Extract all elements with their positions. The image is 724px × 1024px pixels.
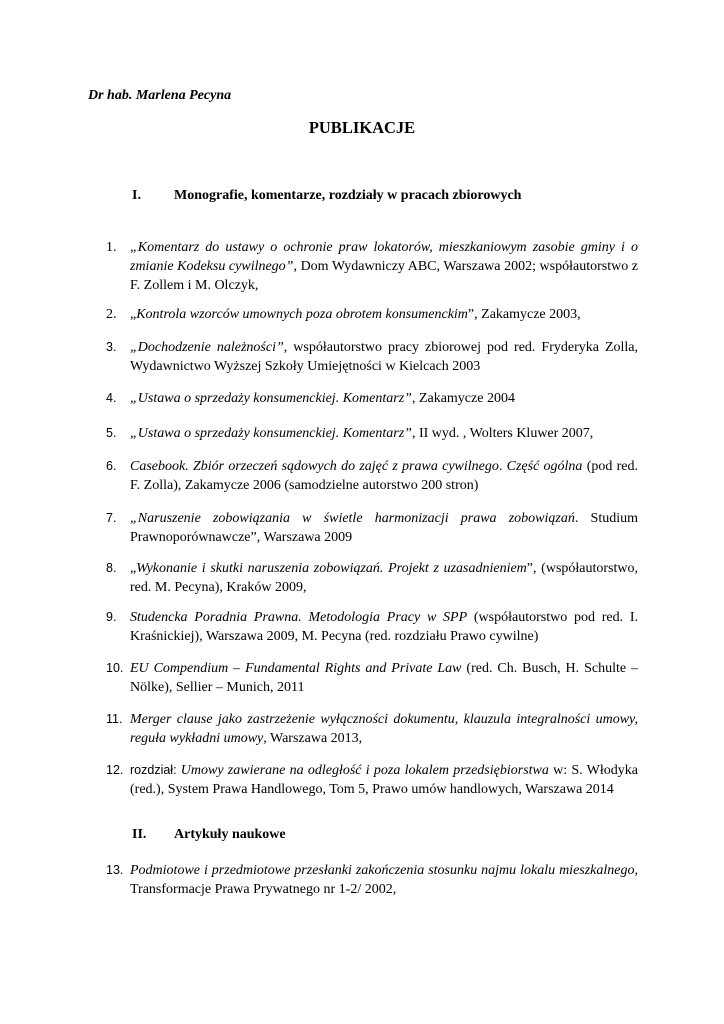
list-item: 2. „Kontrola wzorców umownych poza obrotem konsumenckim”, Zakamycze 2003, xyxy=(106,307,581,322)
section-number: II. xyxy=(132,827,147,842)
item-number: 8. xyxy=(106,561,117,575)
item-number: 7. xyxy=(106,511,117,525)
list-item: 5. „Ustawa o sprzedaży konsumenckiej. Komentarz”, II wyd. , Wolters Kluwer 2007, xyxy=(106,426,594,441)
item-number: 12. xyxy=(106,763,124,777)
page-title: PUBLIKACJE xyxy=(308,118,416,137)
list-item: 4. „Ustawa o sprzedaży konsumenckiej. Komentarz”, Zakamycze 2004 xyxy=(106,391,515,406)
list-item: 11. Merger clause jako zastrzeżenie wyłączności dokumentu, klauzula integralności umowy, reguła wykładni umowy, Warszawa 2013, xyxy=(106,712,638,746)
section-number: I. xyxy=(132,188,141,203)
section-label: Artykuły naukowe xyxy=(174,827,286,842)
list-item: 12. rozdział: Umowy zawierane na odległość i poza lokalem przedsiębiorstwa w: S. Włodyka (red.), System Prawa Handlowego, Tom 5, Prawo umów handlowych, Warszawa 2014 xyxy=(106,763,638,797)
item-number: 5. xyxy=(106,426,117,440)
list-item: 13. Podmiotowe i przedmiotowe przesłanki zakończenia stosunku najmu lokalu mieszkalnego, Transformacje Prawa Prywatnego nr 1-2/ 2002, xyxy=(106,863,638,897)
item-number: 9. xyxy=(106,610,117,624)
list-item: 6. Casebook. Zbiór orzeczeń sądowych do zajęć z prawa cywilnego. Część ogólna (pod red. F. Zolla), Zakamycze 2006 (samodzielne autorstwo 200 stron) xyxy=(106,459,638,493)
item-number: 6. xyxy=(106,459,117,473)
list-item: 7. „Naruszenie zobowiązania w świetle harmonizacji prawa zobowiązań. Studium Prawnoporównawcze”, Warszawa 2009 xyxy=(106,511,638,545)
list-item: 8. „Wykonanie i skutki naruszenia zobowiązań. Projekt z uzasadnieniem”, (współautorstwo, red. M. Pecyna), Kraków 2009, xyxy=(106,561,639,595)
list-item: 1. „Komentarz do ustawy o ochronie praw lokatorów, mieszkaniowym zasobie gminy i o zmianie Kodeksu cywilnego”, Dom Wydawniczy ABC, Warszawa 2002; współautorstwo z F. Zollem i M. Olczyk, xyxy=(106,240,639,293)
section-heading-1 xyxy=(132,188,521,204)
section-label: Monografie, komentarze, rozdziały w pracach zbiorowych xyxy=(174,188,522,203)
item-number: 10. xyxy=(106,661,124,675)
item-number: 13. xyxy=(106,863,124,877)
author-name: Dr hab. Marlena Pecyna xyxy=(88,88,232,103)
item-number: 1. xyxy=(106,240,117,255)
list-item: 9. Studencka Poradnia Prawna. Metodologia Pracy w SPP (współautorstwo pod red. I. Kraśnickiej), Warszawa 2009, M. Pecyna (red. rozdziału Prawo cywilne) xyxy=(106,610,638,644)
list-item: 10. EU Compendium – Fundamental Rights and Private Law (red. Ch. Busch, H. Schulte – Nölke), Sellier – Munich, 2011 xyxy=(106,661,638,695)
list-item: 3. „Dochodzenie należności”, współautorstwo pracy zbiorowej pod red. Fryderyka Zolla, Wydawnictwo Wyższej Szkoły Umiejętności w Kielcach 2003 xyxy=(106,340,638,374)
item-number: 3. xyxy=(106,340,117,354)
section-heading-2 xyxy=(132,827,286,843)
item-number: 4. xyxy=(106,391,117,405)
item-number: 11. xyxy=(106,712,123,726)
item-number: 2. xyxy=(106,307,117,322)
